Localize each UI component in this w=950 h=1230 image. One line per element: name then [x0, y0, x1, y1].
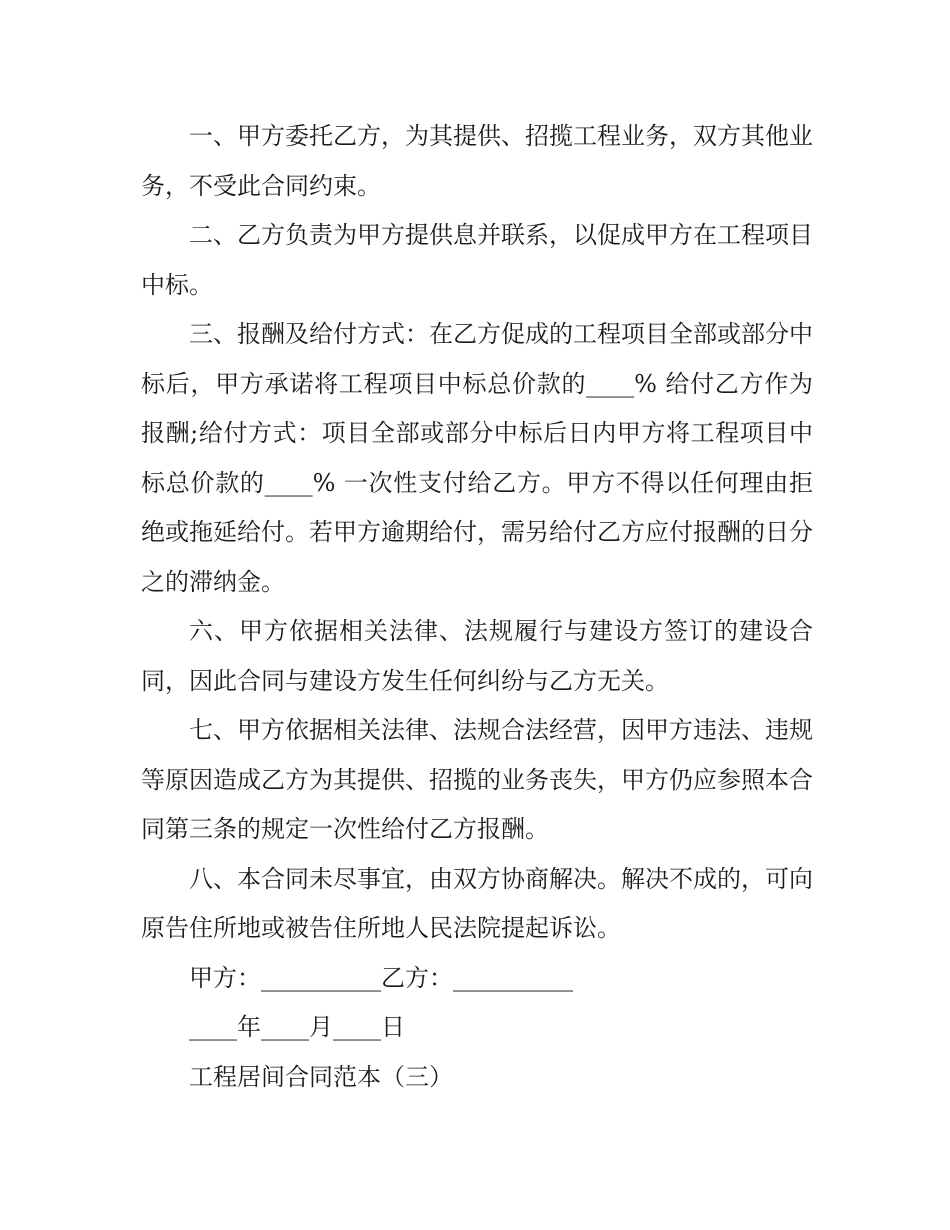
- clause-3: 三、报酬及给付方式：在乙方促成的工程项目全部或部分中标后，甲方承诺将工程项目中标总价款的____% 给付乙方作为报酬;给付方式：项目全部或部分中标后日内甲方将工程项目中标总价款的____% 一次性支付给乙方。甲方不得以任何理由拒绝或拖延给付。若甲方逾期给付，需另给付乙方应付报酬的日分之的滞纳金。: [141, 320, 813, 596]
- clause-6: 六、甲方依据相关法律、法规履行与建设方签订的建设合同，因此合同与建设方发生任何纠纷与乙方无关。: [141, 617, 813, 695]
- contract-body: [141, 112, 813, 1102]
- clause-1: 一、甲方委托乙方，为其提供、招揽工程业务，双方其他业务，不受此合同约束。: [141, 122, 813, 200]
- clause-7: 七、甲方依据相关法律、法规合法经营，因甲方违法、违规等原因造成乙方为其提供、招揽的业务丧失，甲方仍应参照本合同第三条的规定一次性给付乙方报酬。: [141, 716, 813, 843]
- clause-8: 八、本合同未尽事宜，由双方协商解决。解决不成的，可向原告住所地或被告住所地人民法院提起诉讼。: [141, 864, 813, 942]
- signature-line: 甲方：__________乙方：__________: [189, 963, 573, 992]
- clause-2: 二、乙方负责为甲方提供息并联系，以促成甲方在工程项目中标。: [141, 221, 813, 299]
- date-line: ____年____月____日: [189, 1013, 405, 1041]
- next-section-title: 工程居间合同范本（三）: [189, 1062, 453, 1091]
